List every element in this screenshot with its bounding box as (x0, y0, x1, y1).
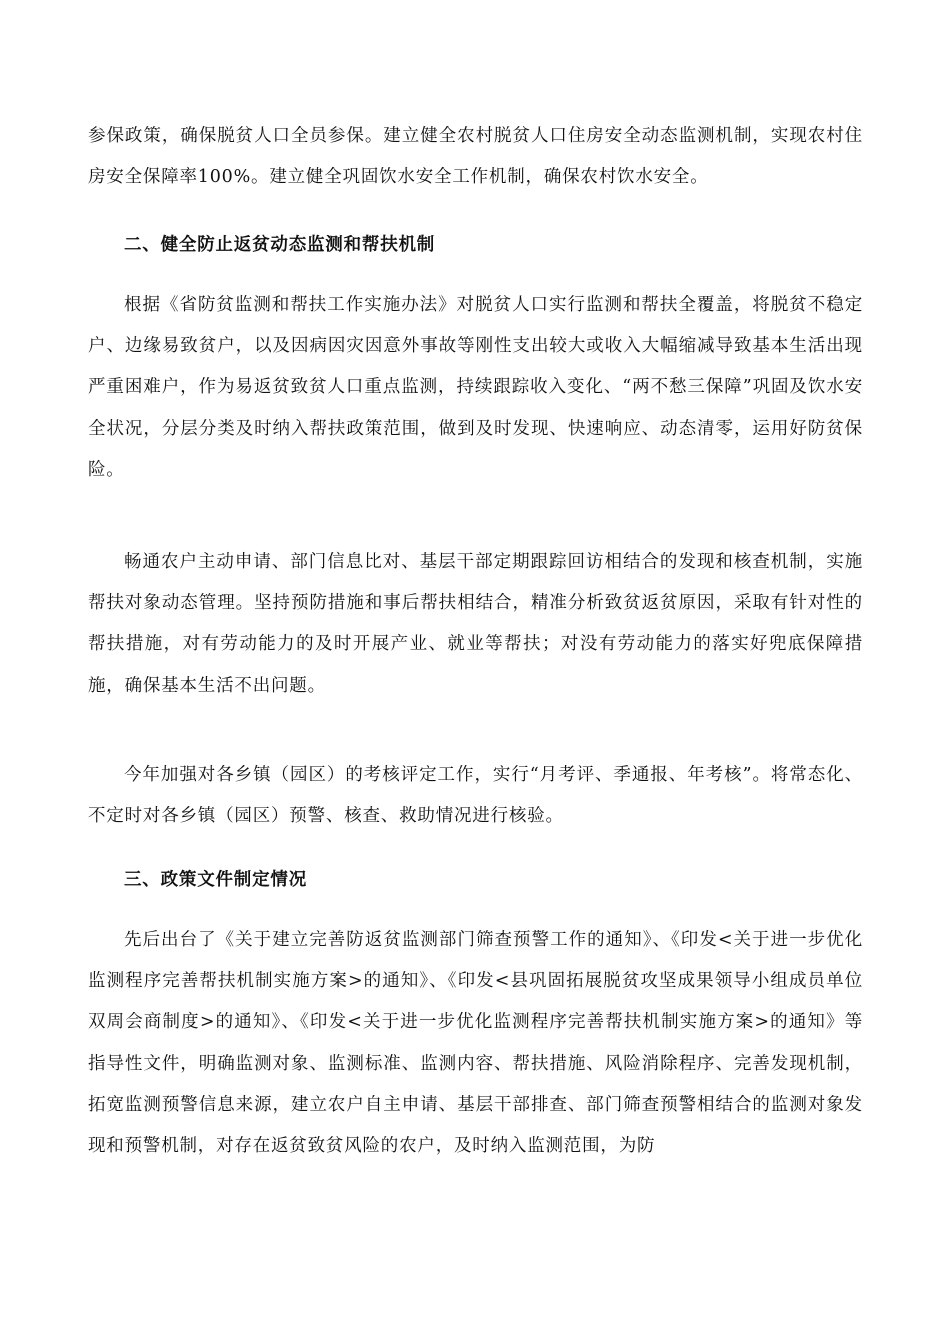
section-heading-3: 三、政策文件制定情况 (124, 870, 307, 890)
paragraph-3a: 先后出台了《关于建立完善防返贫监测部门筛查预警工作的通知》、《印发<关于进一步优化监测程序完善帮扶机制实施方案>的通知》、《印发<县巩固拓展脱贫攻坚成果领导小组成员单位双周会商制度>的通知》、《印发<关于进一步优化监测程序完善帮扶机制实施方案>的通知》等指导性文件，明确监测对象、监测标准、监测内容、帮扶措施、风险消除程序、完善发现机制，拓宽监测预警信息来源，建立农户自主申请、基层干部排查、部门筛查预警相结合的监测对象发现和预警机制，对存在返贫致贫风险的农户，及时纳入监测范围，为防 (88, 930, 863, 1157)
section-heading-2: 二、健全防止返贫动态监测和帮扶机制 (124, 235, 436, 255)
paragraph-2a: 根据《省防贫监测和帮扶工作实施办法》对脱贫人口实行监测和帮扶全覆盖，将脱贫不稳定户、边缘易致贫户，以及因病因灾因意外事故等刚性支出较大或收入大幅缩减导致基本生活出现严重困难户，作为易返贫致贫人口重点监测，持续跟踪收入变化、“两不愁三保障”巩固及饮水安全状况，分层分类及时纳入帮扶政策范围，做到及时发现、快速响应、动态清零，运用好防贫保险。 (88, 295, 863, 480)
paragraph-2b: 畅通农户主动申请、部门信息比对、基层干部定期跟踪回访相结合的发现和核查机制，实施帮扶对象动态管理。坚持预防措施和事后帮扶相结合，精准分析致贫返贫原因，采取有针对性的帮扶措施，对有劳动能力的及时开展产业、就业等帮扶；对没有劳动能力的落实好兜底保障措施，确保基本生活不出问题。 (88, 552, 863, 696)
paragraph-2c: 今年加强对各乡镇（园区）的考核评定工作，实行“月考评、季通报、年考核”。将常态化、不定时对各乡镇（园区）预警、核查、救助情况进行核验。 (88, 765, 863, 827)
paragraph-intro: 参保政策，确保脱贫人口全员参保。建立健全农村脱贫人口住房安全动态监测机制，实现农村住房安全保障率100%。建立健全巩固饮水安全工作机制，确保农村饮水安全。 (88, 126, 863, 188)
